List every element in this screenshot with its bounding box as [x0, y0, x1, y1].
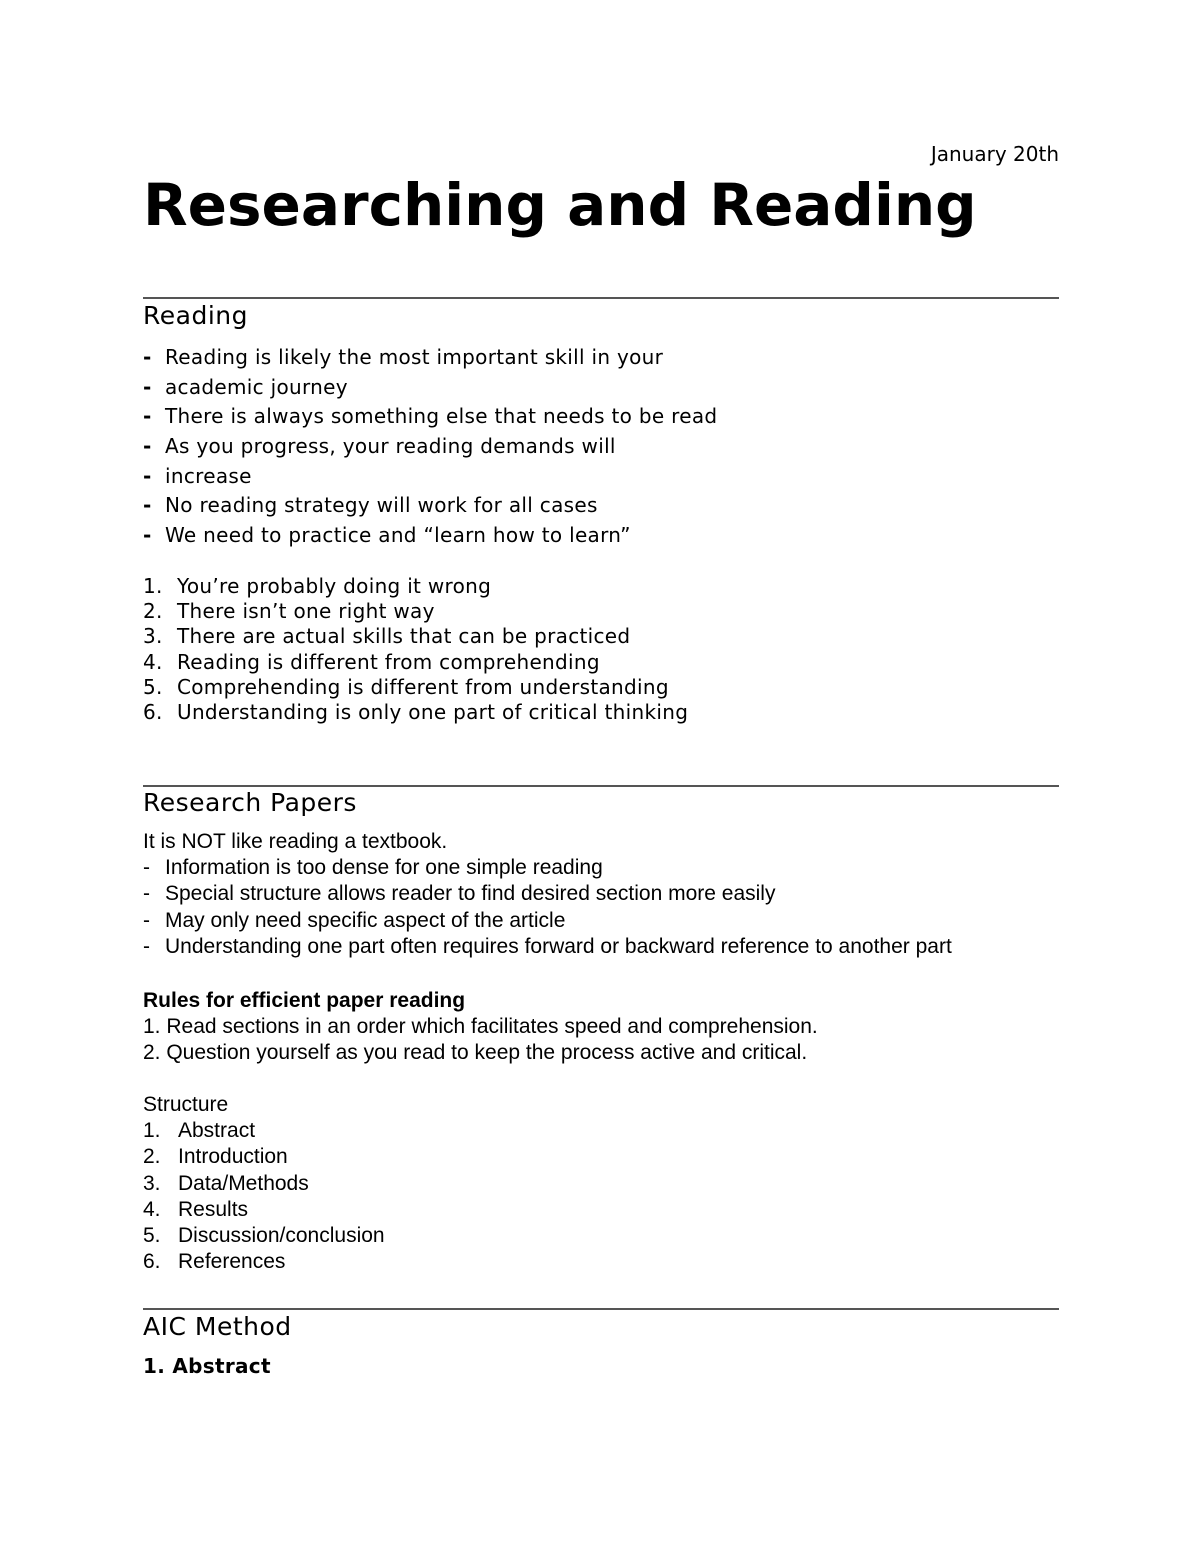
list-item — [143, 624, 688, 649]
list-item-text: You’re probably doing it wrong — [177, 574, 492, 598]
section-heading-reading: Reading — [143, 301, 248, 330]
list-item — [143, 491, 717, 521]
list-item-text: Abstract — [178, 1119, 256, 1143]
bullet-dash: - — [143, 463, 152, 488]
structure-label: Structure — [143, 1093, 229, 1116]
list-item — [143, 462, 717, 492]
list-item-text: References — [178, 1250, 286, 1274]
list-item-number: 5. — [143, 674, 163, 699]
list-item-number: 6. — [143, 699, 163, 724]
rules-heading: Rules for efficient paper reading — [143, 989, 466, 1012]
list-item-number: 5. — [143, 1223, 161, 1247]
list-item-text: Comprehending is different from understanding — [177, 674, 669, 699]
rule-item: 2. Question yourself as you read to keep the process active and critical. — [143, 1041, 808, 1065]
list-item — [143, 1171, 385, 1197]
reading-numbered-list — [143, 574, 688, 725]
research-papers-body — [143, 829, 952, 960]
list-item-number: 1. — [143, 574, 163, 598]
list-item — [143, 700, 688, 725]
list-item-number: 2. — [143, 599, 163, 624]
list-item-number: 6. — [143, 1250, 161, 1274]
document-date: January 20th — [930, 142, 1059, 166]
list-item-text: Understanding is only one part of critical thinking — [177, 699, 689, 724]
list-item — [143, 432, 717, 462]
list-item-text: Introduction — [178, 1145, 288, 1169]
page-title: Researching and Reading — [143, 171, 977, 239]
bullet-dash: - — [143, 374, 152, 399]
list-item — [143, 1118, 385, 1144]
document-page — [143, 0, 1059, 1553]
bullet-dash: - — [143, 882, 150, 906]
section-heading-research-papers: Research Papers — [143, 788, 357, 817]
list-item-text: No reading strategy will work for all cases — [165, 493, 598, 518]
list-item-text: Data/Methods — [178, 1171, 309, 1195]
list-item-text: Understanding one part often requires forward or backward reference to another part — [165, 934, 952, 958]
bullet-dash: - — [143, 523, 152, 548]
bullet-dash: - — [143, 493, 152, 518]
reading-bullet-list — [143, 343, 717, 551]
list-item-text: Reading is different from comprehending — [177, 649, 600, 674]
research-papers-intro: It is NOT like reading a textbook. — [143, 830, 448, 853]
list-item — [143, 675, 688, 700]
list-item — [143, 1197, 385, 1223]
list-item-text: Discussion/conclusion — [178, 1223, 385, 1247]
section-divider-aic-method — [143, 1308, 1059, 1310]
list-item — [143, 650, 688, 675]
list-item — [143, 855, 952, 881]
section-heading-aic-method: AIC Method — [143, 1312, 292, 1341]
list-item-text: Results — [178, 1197, 249, 1221]
aic-subheading-abstract: 1. Abstract — [143, 1354, 271, 1378]
list-item-number: 4. — [143, 1197, 161, 1221]
list-item-number: 4. — [143, 649, 163, 674]
list-item-number: 2. — [143, 1145, 161, 1169]
list-item — [143, 574, 688, 599]
list-item-number: 3. — [143, 624, 163, 649]
list-item-text: There isn’t one right way — [177, 599, 435, 624]
list-item-number: 1. — [143, 1119, 161, 1143]
list-item — [143, 881, 952, 907]
list-item-text: There is always something else that needs to be read — [165, 404, 718, 429]
list-item-text: There are actual skills that can be practiced — [177, 624, 631, 649]
structure-list — [143, 1118, 385, 1275]
research-papers-bullet-list — [143, 855, 952, 960]
list-item — [143, 402, 717, 432]
list-item-text: Reading is likely the most important skill in your — [165, 345, 664, 369]
list-item-text: May only need specific aspect of the article — [165, 908, 566, 932]
list-item-text: Information is too dense for one simple reading — [165, 856, 603, 880]
paper-structure — [143, 1092, 385, 1275]
efficient-reading-rules — [143, 988, 818, 1067]
list-item — [143, 1249, 385, 1275]
list-item — [143, 599, 688, 624]
list-item — [143, 908, 952, 934]
list-item — [143, 343, 717, 373]
section-divider-reading — [143, 297, 1059, 299]
list-item-text: increase — [165, 463, 252, 488]
bullet-dash: - — [143, 345, 152, 369]
list-item — [143, 1144, 385, 1170]
list-item-text: Special structure allows reader to find desired section more easily — [165, 882, 776, 906]
list-item-text: We need to practice and “learn how to learn” — [165, 523, 631, 548]
list-item — [143, 934, 952, 960]
bullet-dash: - — [143, 404, 152, 429]
rule-item: 1. Read sections in an order which facilitates speed and comprehension. — [143, 1015, 818, 1039]
list-item-number: 3. — [143, 1171, 161, 1195]
list-item — [143, 521, 717, 551]
bullet-dash: - — [143, 934, 150, 958]
list-item-text: As you progress, your reading demands will — [165, 434, 616, 459]
list-item-text: academic journey — [165, 374, 348, 399]
bullet-dash: - — [143, 856, 150, 880]
list-item — [143, 373, 717, 403]
bullet-dash: - — [143, 434, 152, 459]
bullet-dash: - — [143, 908, 150, 932]
list-item — [143, 1223, 385, 1249]
